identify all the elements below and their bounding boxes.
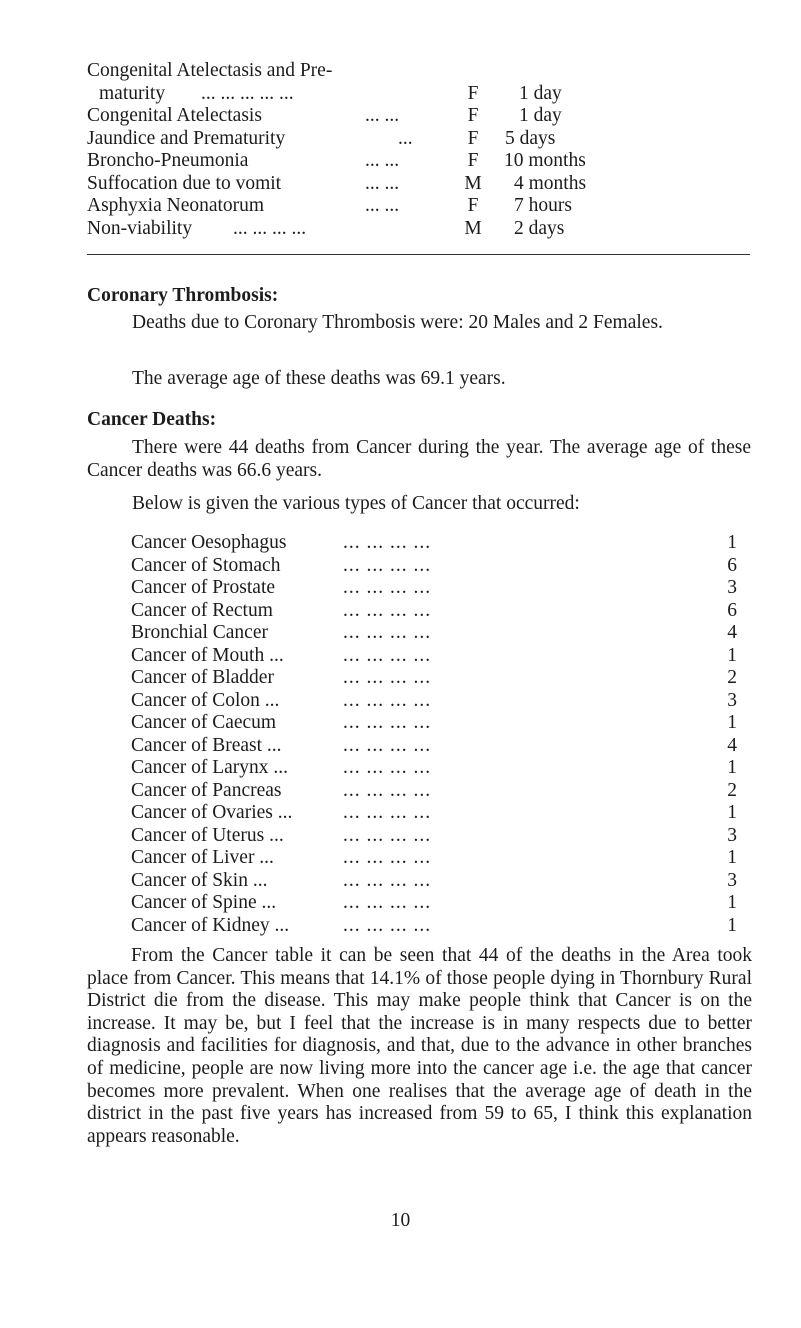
table-row xyxy=(87,218,750,241)
leader-dots: ... ... ... ... xyxy=(343,847,432,868)
leader-dots: ... ... xyxy=(365,105,400,126)
cancer-count: 3 xyxy=(727,869,737,891)
cancer-type-name: Cancer of Liver ... xyxy=(131,847,274,868)
list-item xyxy=(131,757,751,780)
table-row xyxy=(87,83,750,106)
cancer-count: 1 xyxy=(727,914,737,936)
cancer-count: 1 xyxy=(727,644,737,666)
sex-cell: M xyxy=(464,172,482,194)
cancer-count: 1 xyxy=(727,847,737,868)
cancer-type-name: Cancer of Ovaries ... xyxy=(131,802,293,823)
list-item xyxy=(131,600,751,623)
table-bottom-rule xyxy=(87,254,750,255)
cancer-count: 1 xyxy=(727,532,737,553)
page-number: 10 xyxy=(390,1210,411,1231)
cancer-count: 4 xyxy=(727,622,737,643)
sex-cell: M xyxy=(464,217,482,239)
cancer-type-name: Cancer of Prostate xyxy=(131,577,276,598)
cause-text: Congenital Atelectasis xyxy=(87,105,262,126)
sex-cell: F xyxy=(467,82,479,104)
cancer-type-name: Cancer of Spine ... xyxy=(131,892,277,913)
cause-text: Congenital Atelectasis and Pre- xyxy=(87,60,333,81)
leader-dots: ... ... xyxy=(365,172,400,194)
leader-dots: ... ... ... ... xyxy=(343,757,432,778)
leader-dots: ... ... ... ... xyxy=(343,532,432,553)
cancer-type-name: Cancer of Skin ... xyxy=(131,869,268,891)
sex-cell: F xyxy=(467,195,479,216)
cause-text-continued: maturity xyxy=(99,82,166,104)
age-cell: 10 months xyxy=(504,150,586,171)
list-item xyxy=(131,712,751,735)
list-item xyxy=(131,735,751,758)
cancer-type-name: Cancer Oesophagus xyxy=(131,532,287,553)
list-item xyxy=(131,802,751,825)
table-row xyxy=(87,195,750,218)
sex-cell: F xyxy=(467,127,479,149)
cancer-count: 3 xyxy=(727,824,737,846)
table-row xyxy=(87,150,750,173)
leader-dots: ... ... ... ... xyxy=(343,599,432,621)
cancer-count: 6 xyxy=(727,599,737,621)
leader-dots: ... ... ... ... xyxy=(343,622,432,643)
cause-text: Suffocation due to vomit xyxy=(87,172,282,194)
list-item xyxy=(131,892,751,915)
age-cell: 4 months xyxy=(514,172,587,194)
cancer-count: 6 xyxy=(727,554,737,576)
age-cell: 1 day xyxy=(519,105,562,126)
list-item xyxy=(131,645,751,668)
leader-dots: ... ... ... ... xyxy=(343,824,432,846)
list-item xyxy=(131,622,751,645)
cancer-types-list xyxy=(131,532,751,937)
age-cell: 2 days xyxy=(514,217,565,239)
cancer-count: 3 xyxy=(727,689,737,711)
cancer-count: 4 xyxy=(727,734,737,756)
cancer-type-name: Cancer of Bladder xyxy=(131,667,274,688)
cancer-type-name: Cancer of Rectum xyxy=(131,599,273,621)
table-row xyxy=(87,105,750,128)
table-row xyxy=(87,173,750,196)
leader-dots: ... ... ... ... xyxy=(343,644,432,666)
cancer-type-name: Cancer of Breast ... xyxy=(131,734,282,756)
list-item xyxy=(131,532,751,555)
coronary-heading: Coronary Thrombosis: xyxy=(87,285,279,306)
cancer-list-intro: Below is given the various types of Cancer that occurred: xyxy=(132,493,580,514)
leader-dots: ... ... ... ... xyxy=(343,779,432,801)
sex-cell: F xyxy=(467,105,479,126)
cause-text: Broncho-Pneumonia xyxy=(87,150,249,171)
table-row xyxy=(87,128,750,151)
leader-dots: ... ... ... ... xyxy=(343,802,432,823)
conclusion-paragraph: From the Cancer table it can be seen that 44 of the deaths in the Area took place from Cancer. This means that 14.1% of those people dying in Thornbury Rural District die from the disease. This may make people think that Cancer is on the increase. It may be, but I feel that the increase is in many respects due to better diagnosis and facilities for diagnosis, and that, due to the advance in other branches of medicine, people are now living more into the cancer age i.e. the age that cancer becomes more prevalent. When one realises that the average age of death in the district in the past five years has increased from 59 to 65, I think this explanation appears reasonable. xyxy=(87,945,752,1147)
cancer-type-name: Cancer of Caecum xyxy=(131,712,277,733)
cancer-count: 2 xyxy=(727,667,737,688)
leader-dots: ... ... ... ... xyxy=(343,914,432,936)
leader-dots: ... xyxy=(398,127,413,149)
list-item xyxy=(131,915,751,938)
leader-dots: ... ... ... ... ... xyxy=(201,82,294,104)
cancer-type-name: Cancer of Stomach xyxy=(131,554,281,576)
leader-dots: ... ... ... ... xyxy=(343,712,432,733)
sex-cell: F xyxy=(467,150,479,171)
cancer-type-name: Cancer of Larynx ... xyxy=(131,757,289,778)
cancer-type-name: Bronchial Cancer xyxy=(131,622,268,643)
cancer-count: 3 xyxy=(727,577,737,598)
cause-text: Asphyxia Neonatorum xyxy=(87,195,265,216)
leader-dots: ... ... ... ... xyxy=(343,869,432,891)
infant-deaths-table xyxy=(87,60,750,240)
cancer-type-name: Cancer of Mouth ... xyxy=(131,644,284,666)
list-item xyxy=(131,825,751,848)
cancer-type-name: Cancer of Pancreas xyxy=(131,779,282,801)
cancer-count: 1 xyxy=(727,802,737,823)
list-item xyxy=(131,555,751,578)
age-cell: 7 hours xyxy=(514,195,572,216)
list-item xyxy=(131,780,751,803)
age-cell: 5 days xyxy=(505,127,556,149)
leader-dots: ... ... ... ... xyxy=(343,577,432,598)
cancer-heading: Cancer Deaths: xyxy=(87,409,217,430)
coronary-paragraph: Deaths due to Coronary Thrombosis were: 20 Males and 2 Females. xyxy=(132,312,663,333)
coronary-average-age: The average age of these deaths was 69.1 years. xyxy=(132,368,506,389)
list-item xyxy=(131,577,751,600)
cause-text: Jaundice and Prematurity xyxy=(87,127,286,149)
leader-dots: ... ... ... ... xyxy=(343,892,432,913)
leader-dots: ... ... ... ... xyxy=(343,734,432,756)
age-cell: 1 day xyxy=(519,82,562,104)
list-item xyxy=(131,667,751,690)
cause-text: Non-viability xyxy=(87,217,193,239)
cancer-type-name: Cancer of Colon ... xyxy=(131,689,280,711)
leader-dots: ... ... ... ... xyxy=(233,217,307,239)
cancer-type-name: Cancer of Kidney ... xyxy=(131,914,290,936)
table-row xyxy=(87,60,750,83)
list-item xyxy=(131,870,751,893)
leader-dots: ... ... ... ... xyxy=(343,689,432,711)
cancer-count: 1 xyxy=(727,892,737,913)
leader-dots: ... ... ... ... xyxy=(343,667,432,688)
cancer-count: 1 xyxy=(727,757,737,778)
cancer-count: 2 xyxy=(727,779,737,801)
cancer-intro-paragraph: There were 44 deaths from Cancer during the year. The average age of these Cancer deaths was 66.6 years. xyxy=(87,437,751,481)
leader-dots: ... ... xyxy=(365,150,400,171)
leader-dots: ... ... ... ... xyxy=(343,554,432,576)
cancer-count: 1 xyxy=(727,712,737,733)
list-item xyxy=(131,690,751,713)
leader-dots: ... ... xyxy=(365,195,400,216)
list-item xyxy=(131,847,751,870)
cancer-type-name: Cancer of Uterus ... xyxy=(131,824,284,846)
